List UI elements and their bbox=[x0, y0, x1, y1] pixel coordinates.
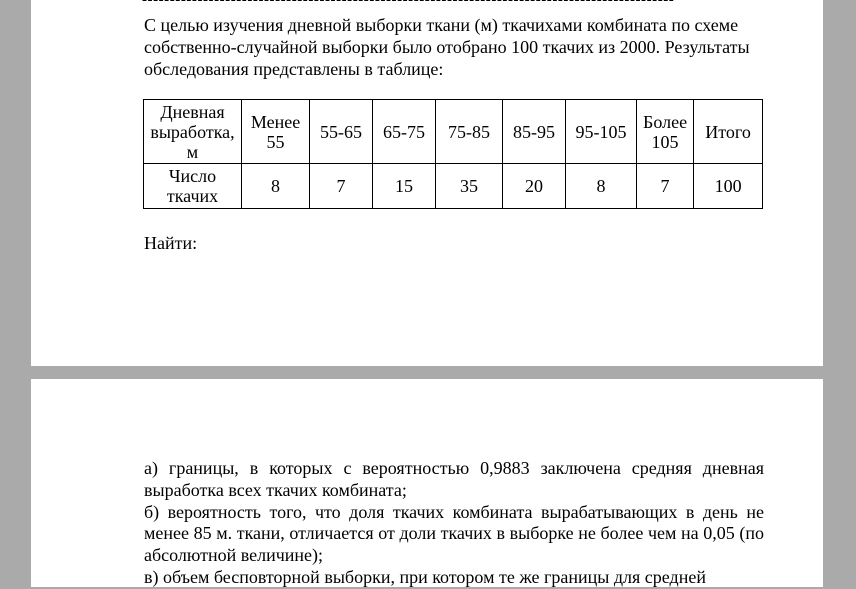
table-cell: 55-65 bbox=[310, 100, 373, 164]
task-item-b: б) вероятность того, что доля ткачих комбината вырабатывающих в день не менее 85 м. ткани, отличается от доли ткачих в выборке не более чем на 0,05 (по абсолютной величине); bbox=[144, 501, 764, 566]
document-page-1 bbox=[31, 0, 823, 366]
table-cell: 65-75 bbox=[373, 100, 436, 164]
table-cell: Более 105 bbox=[637, 100, 694, 164]
table-cell: Дневная выработка, м bbox=[144, 100, 242, 164]
table-cell: Число ткачих bbox=[144, 164, 242, 209]
separator-line: ------------------------------------------------------------------------------------------------ bbox=[142, 0, 675, 8]
table-row bbox=[144, 164, 763, 209]
table-cell: 7 bbox=[310, 164, 373, 209]
table-cell: 85-95 bbox=[503, 100, 566, 164]
document-page-2 bbox=[31, 379, 823, 587]
table-cell: 7 bbox=[637, 164, 694, 209]
table-header-row bbox=[144, 100, 763, 164]
task-list bbox=[144, 458, 764, 589]
table-cell: 95-105 bbox=[566, 100, 637, 164]
data-table bbox=[143, 99, 763, 209]
table-cell: 75-85 bbox=[436, 100, 503, 164]
table-cell: Итого bbox=[694, 100, 763, 164]
table-cell: 8 bbox=[242, 164, 310, 209]
table-cell: 35 bbox=[436, 164, 503, 209]
find-label: Найти: bbox=[144, 233, 198, 253]
table-cell: 20 bbox=[503, 164, 566, 209]
table-cell: Менее 55 bbox=[242, 100, 310, 164]
table-cell: 15 bbox=[373, 164, 436, 209]
problem-statement: С целью изучения дневной выборки ткани (м) ткачихами комбината по схеме собственно-случайной выборки было отобрано 100 ткачих из 2000. Результаты обследования представлены в таблице: bbox=[144, 15, 750, 79]
task-item-c: в) объем бесповторной выборки, при котором те же границы для средней bbox=[144, 566, 706, 587]
table-cell: 8 bbox=[566, 164, 637, 209]
table-cell: 100 bbox=[694, 164, 763, 209]
task-item-a: а) границы, в которых с вероятностью 0,9883 заключена средняя дневная выработка всех ткачих комбината; bbox=[144, 458, 764, 500]
